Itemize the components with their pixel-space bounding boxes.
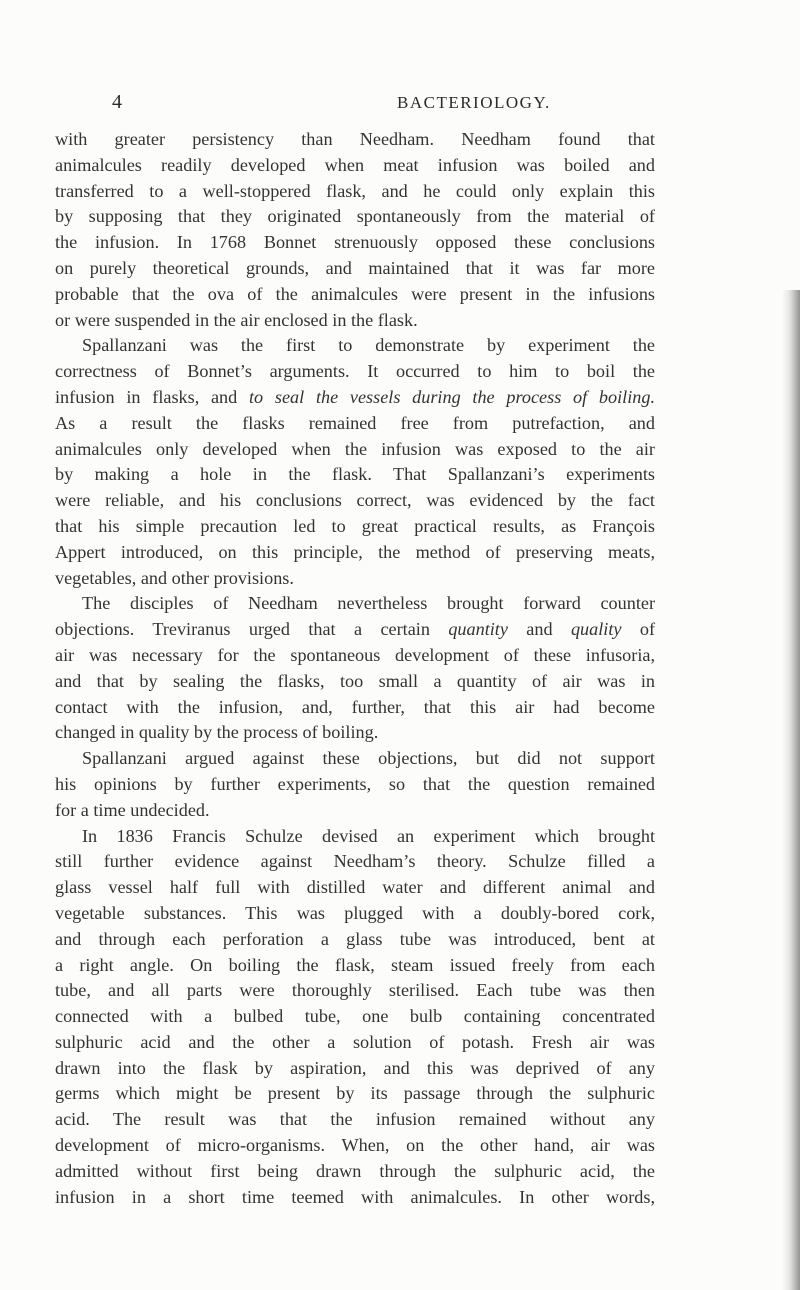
text-line: his opinions by further experiments, so that the question remained [55, 773, 655, 794]
page-header [112, 91, 702, 115]
text-line: The disciples of Needham nevertheless brought forward counter [82, 593, 655, 614]
text-line: As a result the flasks remained free from putrefaction, and [55, 412, 655, 433]
text-line: still further evidence against Needham’s theory. Schulze filled a [55, 851, 655, 872]
text-line: on purely theoretical grounds, and maintained that it was far more [55, 257, 655, 278]
text-line: acid. The result was that the infusion remained without any [55, 1109, 655, 1130]
text-line: Spallanzani was the first to demonstrate by experiment the [82, 335, 655, 356]
text-run: and [507, 619, 571, 640]
text-line [55, 385, 655, 411]
text-line: correctness of Bonnet’s arguments. It occurred to him to boil the [55, 361, 655, 382]
text-run: infusion in flasks, and [55, 386, 249, 407]
text-line: development of micro-organisms. When, on the other hand, air was [55, 1135, 655, 1156]
italic-run: to seal the vessels during the process of boiling. [249, 386, 655, 407]
text-line: air was necessary for the spontaneous development of these infusoria, [55, 644, 655, 665]
text-line: animalcules readily developed when meat infusion was boiled and [55, 154, 655, 175]
text-line: admitted without first being drawn through the sulphuric acid, the [55, 1160, 655, 1181]
text-run: of [621, 619, 656, 640]
text-line: infusion in a short time teemed with animalcules. In other words, [55, 1186, 655, 1207]
text-line: tube, and all parts were thoroughly sterilised. Each tube was then [55, 980, 655, 1001]
text-line: were reliable, and his conclusions correct, was evidenced by the fact [55, 490, 655, 511]
text-line: with greater persistency than Needham. Needham found that [55, 129, 655, 149]
text-line: by making a hole in the flask. That Spallanzani’s experiments [55, 464, 655, 485]
text-line: drawn into the flask by aspiration, and this was deprived of any [55, 1057, 655, 1078]
text-run: objections. Treviranus urged that a certain [55, 619, 449, 640]
text-line: that his simple precaution led to great practical results, as François [55, 515, 655, 536]
text-line: transferred to a well-stoppered flask, and he could only explain this [55, 180, 655, 201]
text-line: changed in quality by the process of boiling. [55, 722, 379, 743]
running-head: BACTERIOLOGY. [397, 93, 551, 112]
text-line: connected with a bulbed tube, one bulb containing concentrated [55, 1006, 655, 1027]
text-line: vegetables, and other provisions. [55, 567, 294, 588]
text-line: vegetable substances. This was plugged with a doubly-bored cork, [55, 902, 655, 923]
text-line: and through each perforation a glass tube was introduced, bent at [55, 928, 655, 949]
body-text [55, 127, 655, 1210]
page-number: 4 [112, 91, 122, 113]
page-edge-shadow [782, 290, 800, 1290]
text-line: by supposing that they originated spontaneously from the material of [55, 206, 655, 227]
text-line: or were suspended in the air enclosed in the flask. [55, 309, 418, 330]
text-line: for a time undecided. [55, 799, 210, 820]
text-line: sulphuric acid and the other a solution of potash. Fresh air was [55, 1031, 655, 1052]
italic-run: quantity [448, 619, 508, 640]
text-line: Spallanzani argued against these objections, but did not support [82, 748, 655, 769]
text-line: the infusion. In 1768 Bonnet strenuously opposed these conclusions [55, 232, 655, 253]
text-line: a right angle. On boiling the flask, steam issued freely from each [55, 954, 655, 975]
text-line: contact with the infusion, and, further, that this air had become [55, 696, 655, 717]
text-line: animalcules only developed when the infusion was exposed to the air [55, 438, 655, 459]
text-line: germs which might be present by its passage through the sulphuric [55, 1083, 655, 1104]
text-line: probable that the ova of the animalcules were present in the infusions [55, 283, 655, 304]
text-line: In 1836 Francis Schulze devised an experiment which brought [82, 825, 655, 846]
text-line: and that by sealing the flasks, too small a quantity of air was in [55, 670, 655, 691]
text-line: Appert introduced, on this principle, the method of preserving meats, [55, 541, 655, 562]
text-line: glass vessel half full with distilled water and different animal and [55, 877, 655, 898]
text-line [55, 617, 655, 643]
italic-run: quality [570, 619, 622, 640]
